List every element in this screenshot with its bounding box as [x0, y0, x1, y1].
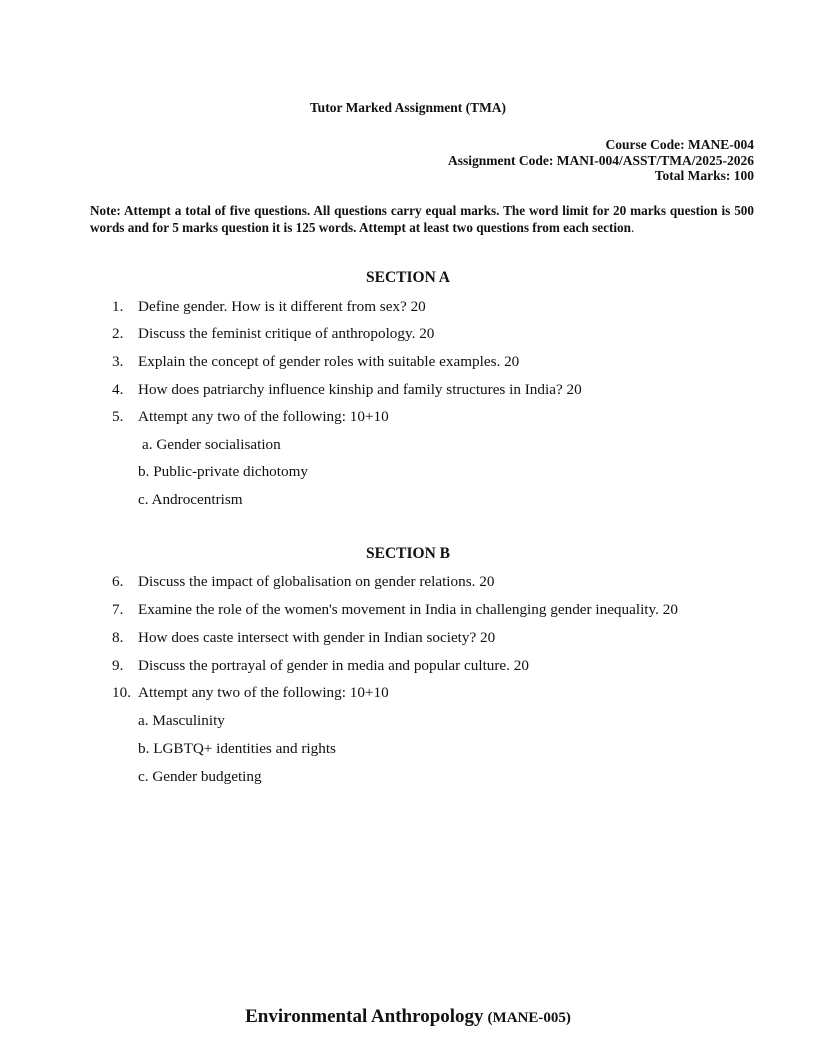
subitem-a: a. Masculinity [138, 712, 225, 729]
course-code: Course Code: MANE-004 [605, 137, 754, 152]
next-course-code: (MANE-005) [487, 1010, 571, 1026]
subitem-c: c. Gender budgeting [138, 768, 262, 785]
question-number: 7. [112, 601, 124, 618]
question-7 [112, 601, 678, 619]
question-text: How does caste intersect with gender in Indian society? 20 [138, 629, 496, 646]
note-text: Note: Attempt a total of five questions. All questions carry equal marks. The word limit for 20 marks question is 500 words and for 5 marks question it is 125 words. Attempt at least two questions from each section [90, 203, 754, 235]
assignment-code: Assignment Code: MANI-004/ASST/TMA/2025-2026 [447, 152, 754, 168]
question-4 [112, 381, 582, 399]
assignment-title: Tutor Marked Assignment (TMA) [309, 100, 507, 115]
question-text: Attempt any two of the following: 10+10 [138, 684, 389, 701]
assignment-codes [448, 137, 754, 184]
subitem-b: b. Public-private dichotomy [138, 463, 308, 480]
subitem-c: c. Androcentrism [138, 491, 243, 508]
question-2 [112, 325, 434, 343]
subitem-a: a. Gender socialisation [142, 436, 281, 453]
question-text: Discuss the portrayal of gender in media and popular culture. 20 [138, 657, 529, 674]
question-text: Attempt any two of the following: 10+10 [138, 408, 389, 425]
question-number: 5. [112, 408, 124, 425]
question-3 [112, 353, 519, 371]
question-8 [112, 629, 495, 647]
section-a-heading: SECTION A [366, 269, 450, 286]
question-number: 9. [112, 657, 124, 674]
instructions-note [90, 203, 754, 236]
note-tail: . [630, 219, 635, 235]
question-number: 6. [112, 573, 124, 590]
question-number: 10. [112, 684, 131, 701]
next-course-title: Environmental Anthropology [245, 1006, 484, 1027]
question-5 [112, 408, 389, 426]
subitem-b: b. LGBTQ+ identities and rights [138, 740, 336, 757]
question-text: Define gender. How is it different from sex? 20 [138, 298, 426, 315]
question-text: Examine the role of the women's movement in India in challenging gender inequality. 20 [138, 601, 678, 618]
question-number: 4. [112, 381, 124, 398]
next-course-heading [0, 1006, 816, 1028]
question-text: Discuss the feminist critique of anthropology. 20 [138, 325, 435, 342]
question-text: Explain the concept of gender roles with suitable examples. 20 [138, 353, 520, 370]
question-6 [112, 573, 494, 591]
question-10 [112, 684, 389, 702]
question-number: 3. [112, 353, 124, 370]
question-number: 8. [112, 629, 124, 646]
question-text: How does patriarchy influence kinship and family structures in India? 20 [138, 381, 582, 398]
question-1 [112, 298, 426, 316]
total-marks: Total Marks: 100 [654, 168, 754, 183]
question-number: 1. [112, 298, 124, 315]
question-text: Discuss the impact of globalisation on gender relations. 20 [138, 573, 495, 590]
question-number: 2. [112, 325, 124, 342]
question-9 [112, 657, 529, 675]
section-b-heading: SECTION B [366, 545, 450, 562]
